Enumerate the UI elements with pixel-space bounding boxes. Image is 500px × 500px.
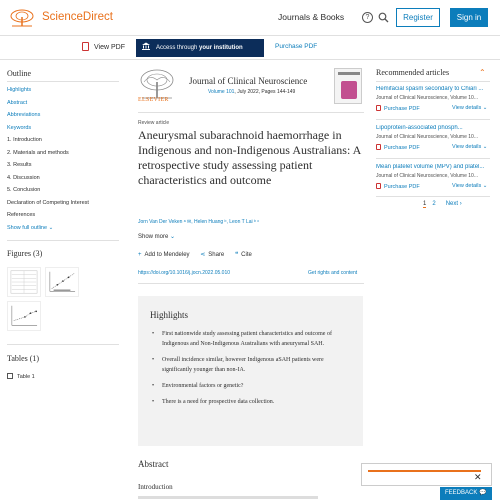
article-type: Review article bbox=[138, 120, 170, 126]
outline-item[interactable]: 2. Materials and methods bbox=[7, 149, 69, 156]
chevron-down-icon: ⌄ bbox=[482, 105, 488, 111]
outline-item[interactable]: Highlights bbox=[7, 87, 32, 93]
register-button[interactable]: Register bbox=[396, 8, 440, 27]
search-icon[interactable] bbox=[378, 12, 389, 23]
purchase-pdf-link[interactable] bbox=[376, 144, 420, 151]
next-label: Next bbox=[445, 201, 459, 207]
recommended-actions bbox=[376, 183, 490, 193]
figures-divider bbox=[7, 240, 119, 241]
outline-heading: Outline bbox=[7, 69, 31, 78]
tables-heading: Tables (1) bbox=[7, 354, 40, 363]
access-institution-button[interactable] bbox=[136, 39, 264, 57]
view-details-label: View details bbox=[452, 105, 482, 111]
tables-divider bbox=[7, 344, 119, 345]
chevron-up-icon[interactable]: ⌃ bbox=[479, 68, 486, 77]
view-details-label: View details bbox=[452, 183, 482, 189]
view-pdf-link[interactable] bbox=[82, 42, 125, 51]
journals-books-link[interactable]: Journals & Books bbox=[278, 12, 345, 22]
outline-item[interactable]: Abstract bbox=[7, 99, 28, 106]
pdf-icon bbox=[376, 144, 381, 150]
outline-list bbox=[7, 86, 117, 224]
abstract-text-fragment bbox=[138, 496, 363, 500]
article-actions bbox=[138, 251, 261, 258]
purchase-pdf-link[interactable] bbox=[376, 183, 420, 190]
article-toolbar bbox=[0, 36, 500, 60]
survey-popup bbox=[361, 463, 492, 486]
view-details-link[interactable] bbox=[452, 105, 487, 111]
cite-button[interactable] bbox=[235, 252, 252, 258]
view-details-link[interactable] bbox=[452, 183, 487, 189]
cover-title-bar bbox=[338, 72, 360, 75]
recommended-pagination bbox=[423, 201, 462, 207]
view-details-label: View details bbox=[452, 144, 482, 150]
popup-progress-bar bbox=[368, 470, 481, 472]
next-page-link[interactable] bbox=[446, 201, 462, 207]
page-1[interactable]: 1 bbox=[423, 201, 427, 207]
recommended-divider bbox=[376, 81, 490, 82]
recommended-meta: Journal of Clinical Neuroscience, Volume 10... bbox=[376, 95, 478, 101]
text-line bbox=[138, 496, 318, 499]
journal-issue-info bbox=[208, 89, 295, 95]
show-more-label: Show more bbox=[138, 234, 169, 240]
outline-item[interactable]: Keywords bbox=[7, 124, 32, 131]
recommended-actions bbox=[376, 105, 490, 115]
outline-divider bbox=[7, 81, 119, 82]
chevron-down-icon: ⌄ bbox=[482, 144, 488, 150]
site-header bbox=[0, 0, 500, 36]
header-divider bbox=[138, 112, 364, 113]
sign-in-button[interactable]: Sign in bbox=[450, 8, 488, 27]
introduction-heading: Introduction bbox=[138, 483, 173, 491]
highlight-item: • Overall incidence similar, however Indigenous aSAH patients were significantly younger than non-IA. bbox=[150, 355, 351, 375]
journal-title-link[interactable]: Journal of Clinical Neuroscience bbox=[189, 76, 308, 86]
recommended-divider bbox=[376, 158, 490, 159]
purchase-pdf-link[interactable] bbox=[376, 105, 420, 112]
recommended-heading: Recommended articles bbox=[376, 68, 450, 77]
close-icon[interactable]: ✕ bbox=[474, 472, 482, 482]
recommended-article bbox=[376, 164, 490, 193]
highlight-item: • There is a need for prospective data collection. bbox=[150, 397, 351, 407]
purchase-pdf-label: Purchase PDF bbox=[384, 106, 420, 112]
outline-item[interactable]: 4. Discussion bbox=[7, 174, 40, 181]
figure-thumbnail[interactable] bbox=[45, 267, 79, 297]
help-icon[interactable]: ? bbox=[362, 12, 373, 23]
feedback-button[interactable]: FEEDBACK 💬 bbox=[440, 487, 492, 500]
view-details-link[interactable] bbox=[452, 144, 487, 150]
cite-label: Cite bbox=[241, 252, 252, 258]
publisher-name: ELSEVIER bbox=[138, 97, 169, 103]
recommended-article bbox=[376, 86, 490, 115]
institution-icon bbox=[142, 42, 150, 50]
view-pdf-label: View PDF bbox=[94, 44, 125, 51]
author-list[interactable]: Jorn Van Der Veken ᵃ ✉, Helen Huang ᵇ, Leon T Lai ᵇ ᶜ bbox=[138, 219, 260, 225]
recommended-meta: Journal of Clinical Neuroscience, Volume 10... bbox=[376, 173, 478, 179]
outline-item[interactable]: Abbreviations bbox=[7, 112, 41, 118]
chevron-down-icon: ⌄ bbox=[48, 225, 54, 231]
add-to-mendeley-button[interactable] bbox=[138, 252, 190, 258]
show-full-outline-link[interactable] bbox=[7, 225, 53, 231]
pdf-icon bbox=[376, 105, 381, 111]
highlight-item: • First nationwide study assessing patient characteristics and outcome of Indigenous and Non-Indigenous Australians with aneurysmal SAH. bbox=[150, 329, 351, 349]
plus-icon: + bbox=[138, 252, 142, 258]
volume-link[interactable]: Volume 101 bbox=[208, 89, 235, 95]
access-prefix: Access through bbox=[156, 45, 200, 51]
doi-divider bbox=[138, 283, 364, 284]
purchase-pdf-link[interactable]: Purchase PDF bbox=[275, 43, 318, 50]
pdf-icon bbox=[376, 183, 381, 189]
outline-item[interactable]: 5. Conclusion bbox=[7, 187, 41, 193]
article-title: Aneurysmal subarachnoid haemorrhage in Indigenous and non-Indigenous Australians: A retrospective study assessing patient characteristics and outcome bbox=[138, 128, 361, 187]
outline-item[interactable]: References bbox=[7, 212, 36, 218]
quote-icon: ❝ bbox=[234, 252, 239, 258]
table-1-link[interactable] bbox=[7, 373, 35, 380]
elsevier-tree-logo[interactable] bbox=[8, 9, 36, 27]
recommended-title-link[interactable]: Hemifacial spasm secondary to Chiari ... bbox=[376, 86, 484, 92]
table-icon bbox=[7, 373, 13, 379]
chevron-down-icon: ⌄ bbox=[482, 183, 488, 189]
purchase-pdf-label: Purchase PDF bbox=[384, 145, 420, 151]
recommended-title-link[interactable]: Mean platelet volume (MPV) and platel... bbox=[376, 164, 485, 170]
recommended-title-link[interactable]: Lipoprotein-associated phosph... bbox=[376, 125, 463, 131]
abstract-heading: Abstract bbox=[138, 459, 169, 469]
recommended-meta: Journal of Clinical Neuroscience, Volume 10... bbox=[376, 134, 478, 140]
doi-link[interactable]: https://doi.org/10.1016/j.jocn.2022.05.010 bbox=[138, 270, 231, 276]
highlights-heading: Highlights bbox=[150, 310, 189, 320]
journal-cover-image[interactable] bbox=[334, 68, 362, 104]
outline-item[interactable]: Declaration of Competing Interest bbox=[7, 199, 89, 206]
highlight-item: • Environmental factors or genetic? bbox=[150, 381, 351, 391]
chevron-right-icon: › bbox=[459, 201, 462, 207]
sciencedirect-home-link[interactable]: ScienceDirect bbox=[42, 11, 113, 23]
access-institution-label: your institution bbox=[199, 45, 243, 51]
issue-details: , July 2022, Pages 144-149 bbox=[234, 89, 296, 95]
share-icon: ⋖ bbox=[200, 252, 206, 258]
purchase-pdf-label: Purchase PDF bbox=[384, 184, 420, 190]
show-more-button[interactable] bbox=[138, 233, 175, 240]
figure-thumbnail[interactable] bbox=[7, 301, 41, 331]
recommended-divider bbox=[376, 119, 490, 120]
highlights-list bbox=[150, 329, 351, 407]
table-1-label: Table 1 bbox=[17, 374, 35, 380]
recommended-divider bbox=[376, 196, 490, 197]
pdf-icon bbox=[82, 42, 89, 51]
cover-artwork bbox=[341, 81, 357, 99]
outline-item[interactable]: 3. Results bbox=[7, 162, 32, 168]
recommended-article bbox=[376, 125, 490, 154]
share-label: Share bbox=[208, 252, 225, 258]
outline-item[interactable]: 1. Introduction bbox=[7, 137, 42, 143]
figures-heading: Figures (3) bbox=[7, 249, 43, 258]
highlights-box bbox=[138, 296, 363, 446]
page-2[interactable]: 2 bbox=[432, 201, 436, 207]
share-button[interactable] bbox=[200, 252, 224, 258]
recommended-actions bbox=[376, 144, 490, 154]
show-full-outline-label: Show full outline bbox=[7, 225, 48, 231]
chevron-down-icon: ⌄ bbox=[170, 234, 176, 240]
rights-content-link[interactable]: Get rights and content bbox=[308, 270, 358, 276]
figure-thumbnail[interactable] bbox=[7, 267, 41, 297]
add-to-mendeley-label: Add to Mendeley bbox=[144, 252, 190, 258]
